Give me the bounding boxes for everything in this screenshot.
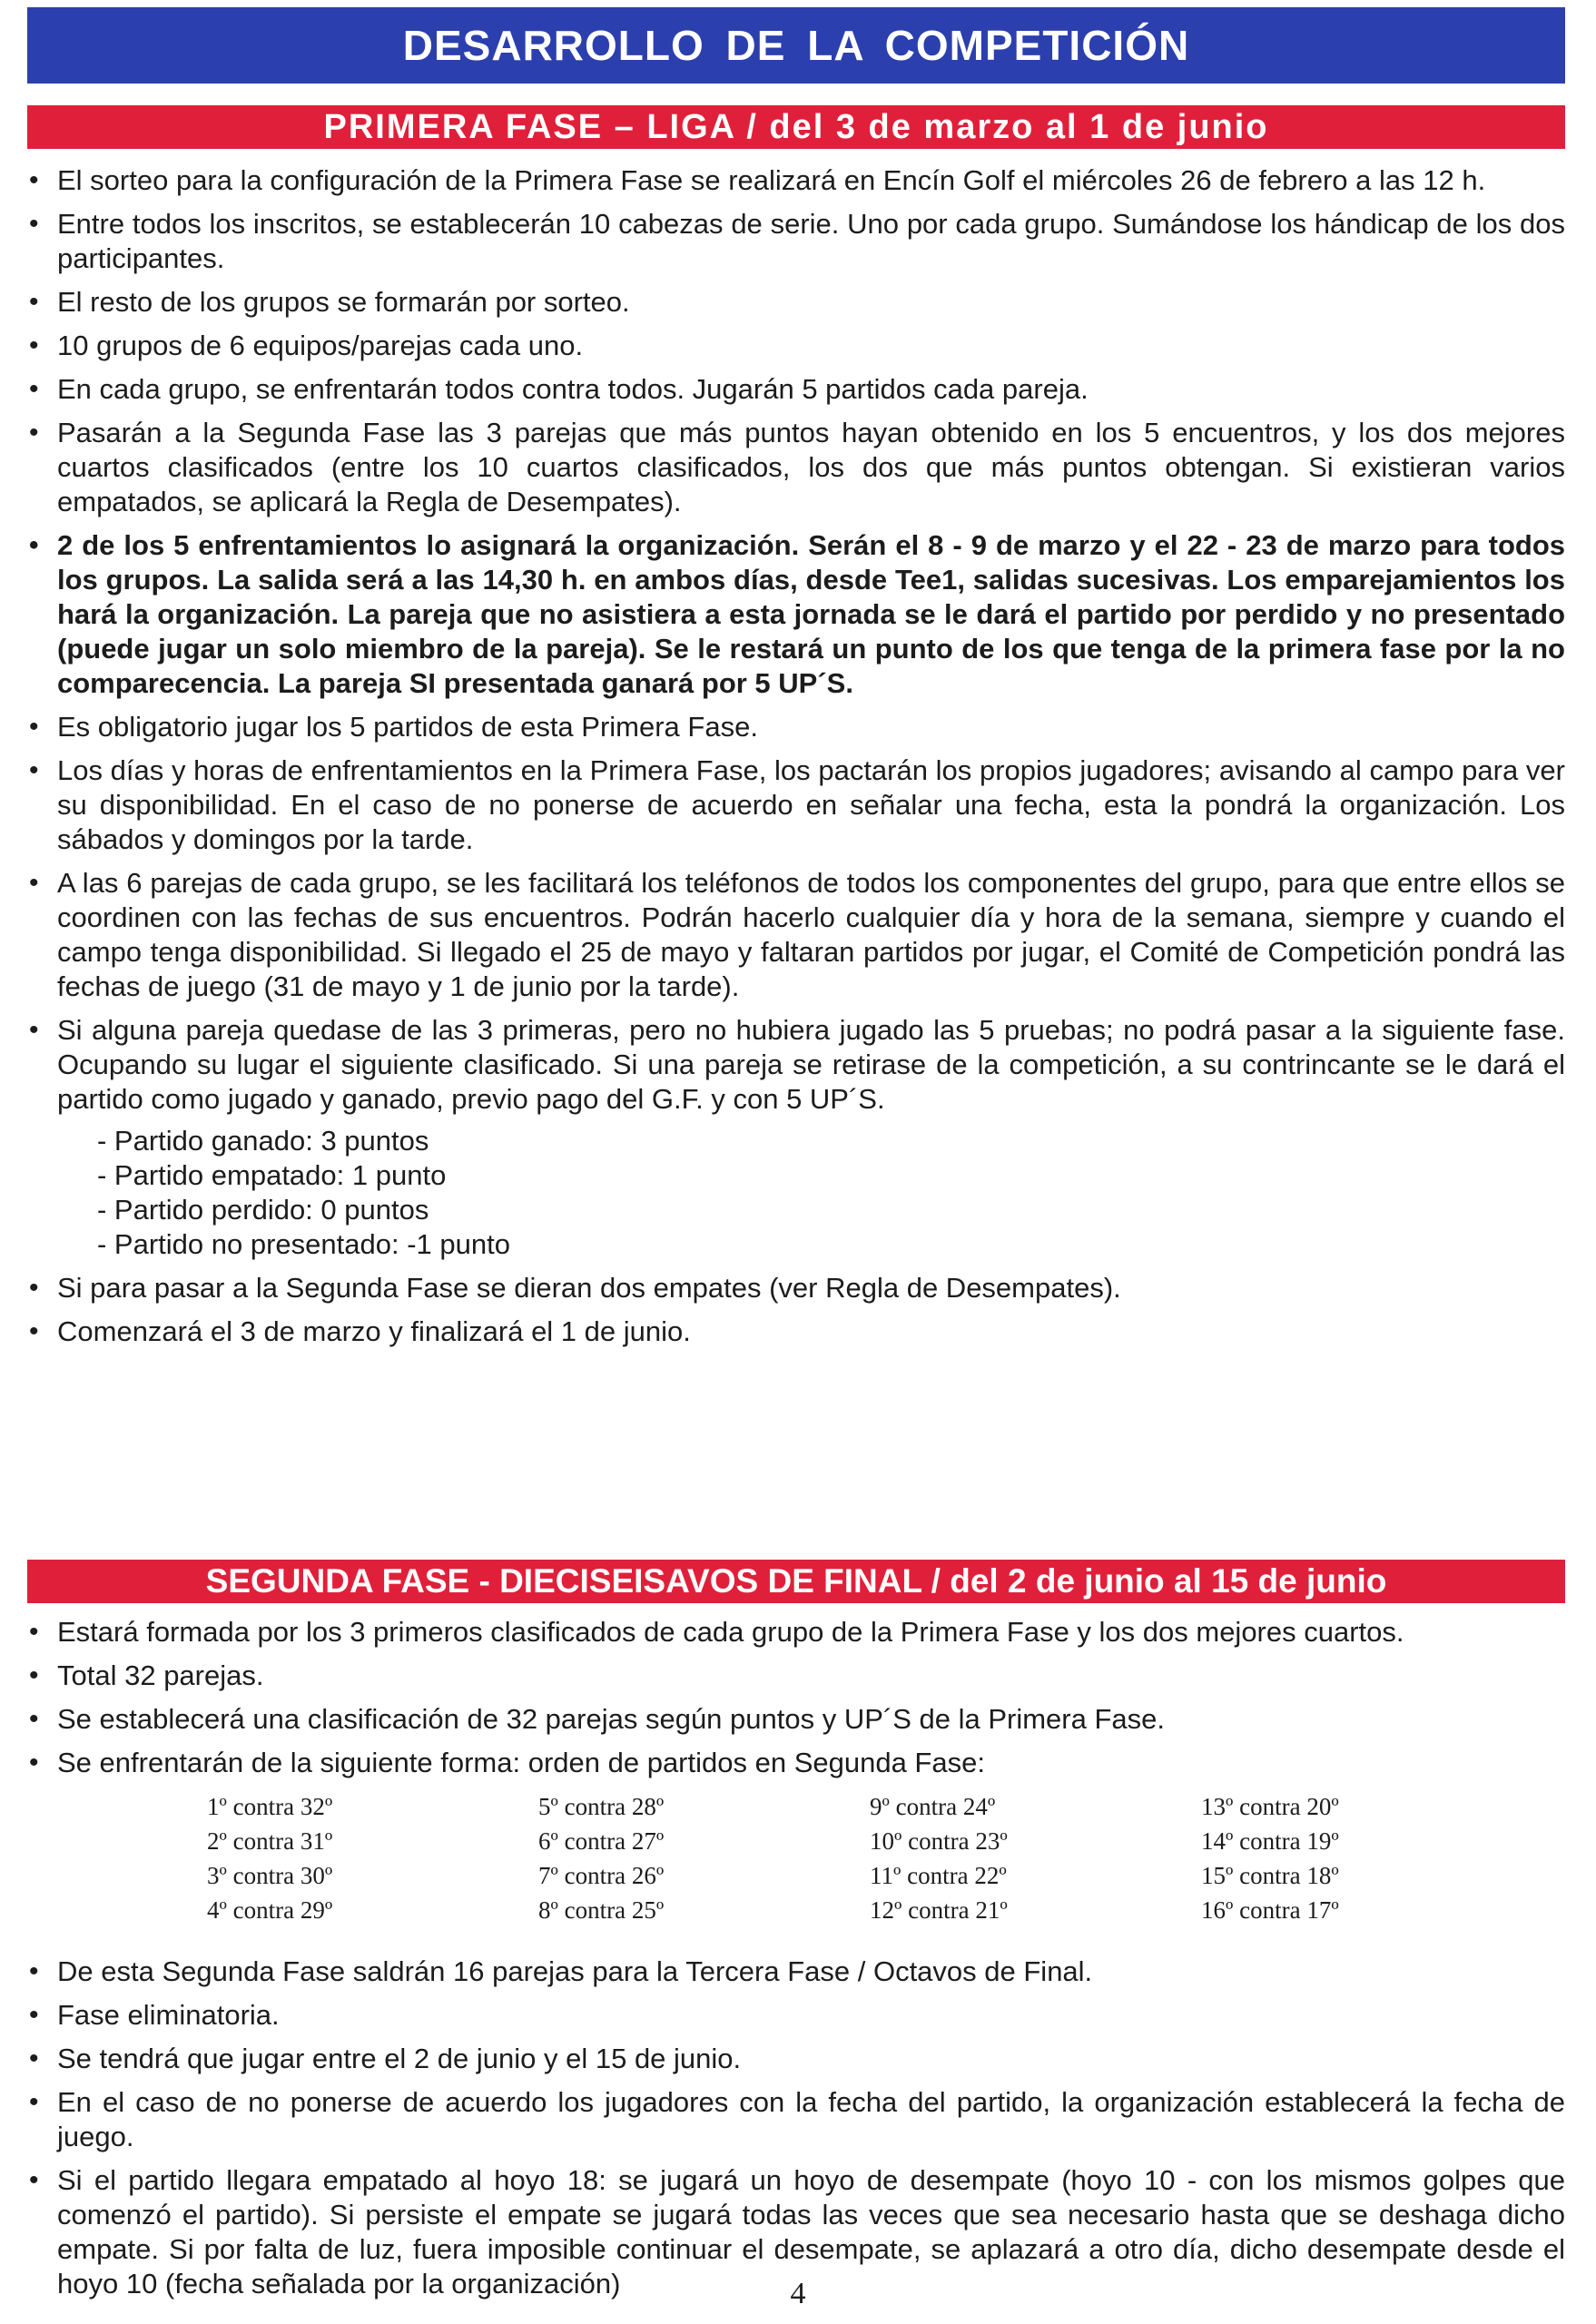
match-cell: 1º contra 32º	[207, 1793, 333, 1820]
match-cell: 3º contra 30º	[207, 1862, 333, 1889]
match-cell: 13º contra 20º	[1201, 1793, 1339, 1820]
match-cell: 5º contra 28º	[538, 1793, 665, 1820]
match-cell: 15º contra 18º	[1201, 1862, 1339, 1889]
list-item: • En el caso de no ponerse de acuerdo los jugadores con la fecha del partido, la organización establecerá la fecha de juego.	[27, 2085, 1565, 2154]
list-item: • 10 grupos de 6 equipos/parejas cada uno.	[27, 329, 1565, 363]
match-cell: 4º contra 29º	[207, 1896, 333, 1924]
phase2-banner	[27, 1560, 1565, 1603]
list-item: • El resto de los grupos se formarán por sorteo.	[27, 285, 1565, 320]
phase2-list-bottom	[27, 1955, 1565, 2310]
match-cell: 14º contra 19º	[1201, 1827, 1339, 1855]
list-item: • El sorteo para la configuración de la Primera Fase se realizará en Encín Golf el miércoles 26 de febrero a las 12 h.	[27, 163, 1565, 198]
match-cell: 8º contra 25º	[538, 1896, 665, 1924]
phase2-list-top	[27, 1615, 1565, 1789]
list-item: • Comenzará el 3 de marzo y finalizará el 1 de junio.	[27, 1315, 1565, 1349]
match-cell: 2º contra 31º	[207, 1827, 333, 1855]
list-item: • En cada grupo, se enfrentarán todos contra todos. Jugarán 5 partidos cada pareja.	[27, 372, 1565, 407]
list-item: • Fase eliminatoria.	[27, 1998, 1565, 2033]
points-item: - Partido perdido: 0 puntos	[97, 1194, 429, 1226]
points-item: - Partido empatado: 1 punto	[97, 1159, 447, 1191]
match-cell: 9º contra 24º	[870, 1793, 996, 1820]
list-item-bold: • 2 de los 5 enfrentamientos lo asignará la organización. Serán el 8 - 9 de marzo y el 22 - 23 de marzo para todos los grupos. La salida será a las 14,30 h. en ambos días, desde Tee1, salidas sucesivas. Los emparejamientos los hará la organización. La pareja que no asistiera a esta jornada se le dará el partido por perdido y no presentado (puede jugar un solo miembro de la pareja). Se le restará un punto de los que tenga de la primera fase por la no comparecencia. La pareja SI presentada ganará por 5 UP´S.	[27, 528, 1565, 701]
list-item: • Se establecerá una clasificación de 32 parejas según puntos y UP´S de la Primera Fase.	[27, 1702, 1565, 1737]
list-item: • Los días y horas de enfrentamientos en la Primera Fase, los pactarán los propios jugadores; avisando al campo para ver su disponibilidad. En el caso de no ponerse de acuerdo en señalar una fecha, esta la pondrá la organización. Los sábados y domingos por la tarde.	[27, 753, 1565, 857]
match-cell: 12º contra 21º	[870, 1896, 1008, 1924]
page-title: DESARROLLO DE LA COMPETICIÓN	[402, 22, 1190, 69]
match-cell: 11º contra 22º	[870, 1862, 1007, 1889]
list-item: • Estará formada por los 3 primeros clasificados de cada grupo de la Primera Fase y los dos mejores cuartos.	[27, 1615, 1565, 1649]
match-grid	[207, 1789, 1414, 1935]
list-item: • Se enfrentarán de la siguiente forma: orden de partidos en Segunda Fase:	[27, 1746, 1565, 1780]
list-item: • Entre todos los inscritos, se establecerán 10 cabezas de serie. Uno por cada grupo. Sumándose los hándicap de los dos participantes.	[27, 207, 1565, 276]
list-item: • Si el partido llegara empatado al hoyo 18: se jugará un hoyo de desempate (hoyo 10 - con los mismos golpes que comenzó el partido). Si persiste el empate se jugará todas las veces que sea necesario hasta que se deshaga dicho empate. Si por falta de luz, fuera imposible continuar el desempate, se aplazará a otro día, dicho desempate desde el hoyo 10 (fecha señalada por la organización)	[27, 2163, 1565, 2301]
list-item: • Total 32 parejas.	[27, 1659, 1565, 1693]
match-cell: 6º contra 27º	[538, 1827, 665, 1855]
title-banner	[27, 7, 1565, 84]
phase1-banner	[27, 105, 1565, 149]
list-item: • Si para pasar a la Segunda Fase se dieran dos empates (ver Regla de Desempates).	[27, 1271, 1565, 1305]
phase2-heading: SEGUNDA FASE - DIECISEISAVOS DE FINAL / del 2 de junio al 15 de junio	[205, 1562, 1387, 1600]
phase1-heading: PRIMERA FASE – LIGA / del 3 de marzo al 1 de junio	[323, 107, 1269, 146]
points-list	[27, 1124, 1565, 1262]
match-cell: 16º contra 17º	[1201, 1896, 1339, 1924]
list-item: • Se tendrá que jugar entre el 2 de junio y el 15 de junio.	[27, 2042, 1565, 2076]
points-item: - Partido ganado: 3 puntos	[97, 1125, 429, 1157]
list-item: • De esta Segunda Fase saldrán 16 parejas para la Tercera Fase / Octavos de Final.	[27, 1955, 1565, 1989]
match-cell: 7º contra 26º	[538, 1862, 665, 1889]
points-item: - Partido no presentado: -1 punto	[97, 1228, 510, 1260]
page-number: 4	[790, 2277, 806, 2310]
list-item: • A las 6 parejas de cada grupo, se les facilitará los teléfonos de todos los componentes del grupo, para que entre ellos se coordinen con las fechas de sus encuentros. Podrán hacerlo cualquier día y hora de la semana, siempre y cuando el campo tenga disponibilidad. Si llegado el 25 de mayo y faltaran partidos por jugar, el Comité de Competición pondrá las fechas de juego (31 de mayo y 1 de junio por la tarde).	[27, 866, 1565, 1004]
match-cell: 10º contra 23º	[870, 1827, 1008, 1855]
list-item: • Es obligatorio jugar los 5 partidos de esta Primera Fase.	[27, 710, 1565, 744]
list-item: • Si alguna pareja quedase de las 3 primeras, pero no hubiera jugado las 5 pruebas; no podrá pasar a la siguiente fase. Ocupando su lugar el siguiente clasificado. Si una pareja se retirase de la competición, a su contrincante se le dará el partido como jugado y ganado, previo pago del G.F. y con 5 UP´S.	[27, 1013, 1565, 1117]
phase1-list	[27, 163, 1565, 1358]
list-item: • Pasarán a la Segunda Fase las 3 parejas que más puntos hayan obtenido en los 5 encuentros, y los dos mejores cuartos clasificados (entre los 10 cuartos clasificados, los dos que más puntos obtengan. Si existieran varios empatados, se aplicará la Regla de Desempates).	[27, 416, 1565, 519]
